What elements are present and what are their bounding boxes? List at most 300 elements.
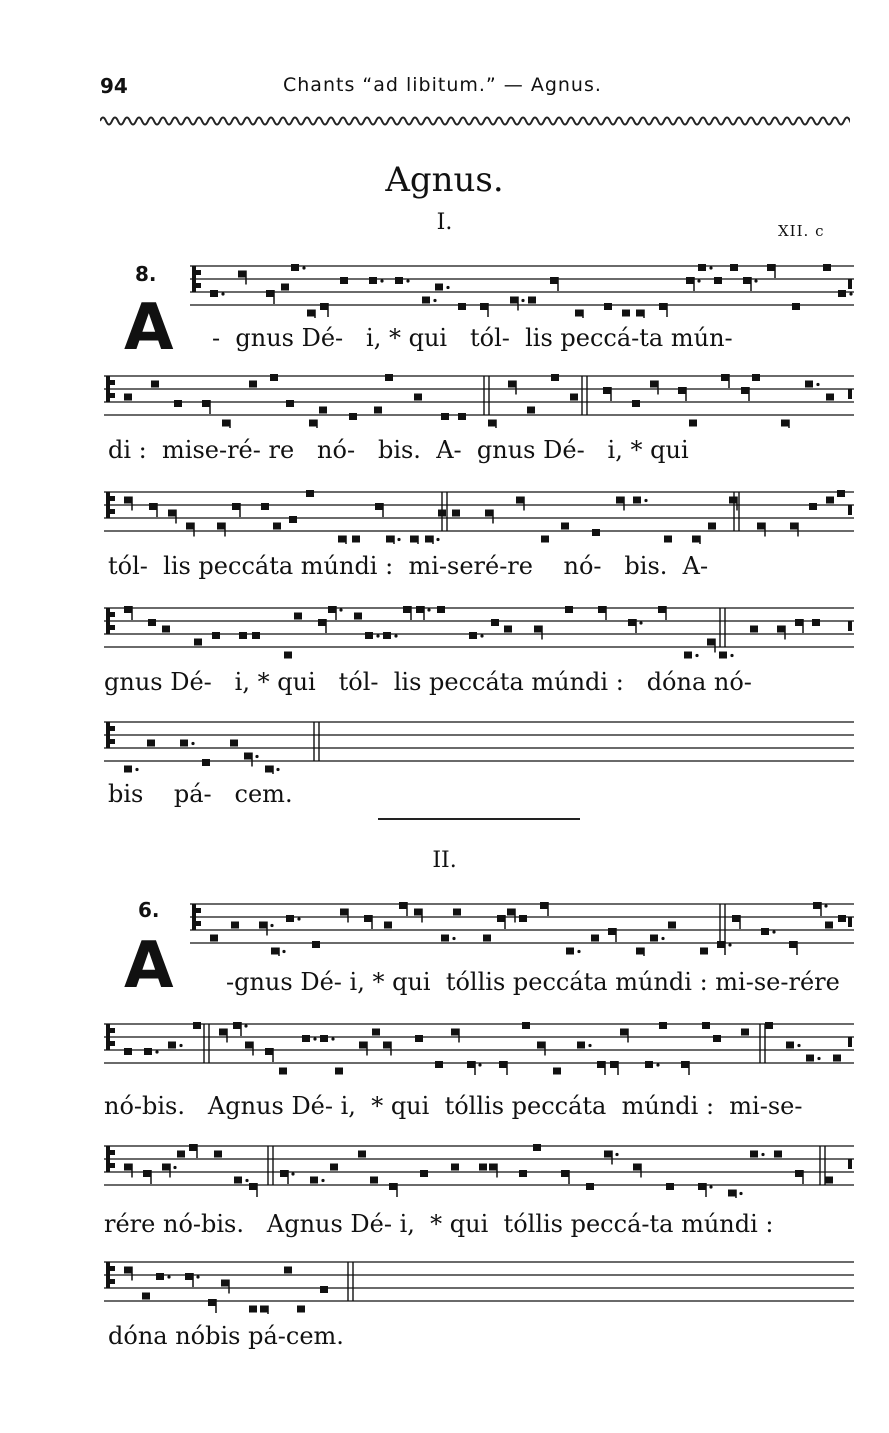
neume	[284, 1267, 292, 1274]
mora-dot	[376, 634, 379, 637]
neume	[306, 490, 314, 497]
neume	[328, 606, 336, 613]
mora-dot	[433, 299, 436, 302]
clef-symbol	[192, 266, 196, 292]
mora-dot	[270, 924, 273, 927]
mora-dot	[179, 1044, 182, 1047]
neume	[686, 277, 694, 284]
lyric-line: dóna nóbis pá-cem.	[108, 1322, 344, 1350]
neume	[483, 935, 491, 942]
neume	[124, 1048, 132, 1055]
neume	[370, 1177, 378, 1184]
neume	[193, 1022, 201, 1029]
neume	[453, 909, 461, 916]
neume	[221, 1280, 229, 1287]
clef-symbol	[110, 1150, 115, 1155]
music-staff	[104, 714, 854, 774]
neume	[553, 1068, 561, 1075]
neume	[335, 1068, 343, 1075]
neume	[533, 1144, 541, 1151]
neume	[416, 606, 424, 613]
neume	[604, 1151, 612, 1158]
mora-dot	[291, 1172, 294, 1175]
neume	[636, 310, 644, 317]
neume	[519, 1170, 527, 1177]
mora-dot	[817, 1057, 820, 1060]
neume	[591, 935, 599, 942]
neume	[650, 381, 658, 388]
mora-dot	[709, 266, 712, 269]
neume	[291, 264, 299, 271]
neume	[713, 1035, 721, 1042]
neume	[721, 374, 729, 381]
neume	[750, 626, 758, 633]
neume	[230, 740, 238, 747]
neume	[384, 922, 392, 929]
neume	[148, 619, 156, 626]
neume	[692, 536, 700, 543]
neume	[479, 1164, 487, 1171]
neume	[414, 394, 422, 401]
neume	[774, 1151, 782, 1158]
piece-numeral: II.	[432, 848, 457, 873]
neume	[386, 536, 394, 543]
neume	[437, 606, 445, 613]
neume	[289, 516, 297, 523]
mora-dot	[276, 768, 279, 771]
neume	[622, 310, 630, 317]
neume	[467, 1061, 475, 1068]
clef-symbol	[110, 496, 115, 501]
neume	[252, 632, 260, 639]
mora-dot	[173, 1166, 176, 1169]
neume	[765, 1022, 773, 1029]
neume	[666, 1183, 674, 1190]
mora-dot	[446, 286, 449, 289]
neume	[678, 387, 686, 394]
neume	[551, 374, 559, 381]
custos	[848, 621, 852, 631]
neume	[177, 1151, 185, 1158]
mora-dot	[656, 1063, 659, 1066]
mora-dot	[816, 383, 819, 386]
neume	[620, 1029, 628, 1036]
mora-dot	[155, 1050, 158, 1053]
mora-dot	[191, 742, 194, 745]
neume	[719, 652, 727, 659]
neume	[271, 948, 279, 955]
neume	[309, 420, 317, 427]
neume	[208, 1299, 216, 1306]
neume	[310, 1177, 318, 1184]
neume	[781, 420, 789, 427]
neume	[732, 915, 740, 922]
music-staff	[104, 1138, 854, 1198]
neume	[389, 1183, 397, 1190]
neume	[124, 1267, 132, 1274]
neume	[239, 632, 247, 639]
clef-symbol	[196, 270, 201, 275]
neume	[728, 1190, 736, 1197]
mora-dot	[615, 1153, 618, 1156]
mode-number: 6.	[138, 898, 160, 922]
neume	[825, 922, 833, 929]
neume	[757, 523, 765, 530]
neume	[826, 394, 834, 401]
clef-symbol	[106, 1262, 110, 1288]
mora-dot	[521, 299, 524, 302]
neume	[826, 497, 834, 504]
mora-dot	[380, 279, 383, 282]
neume	[358, 1151, 366, 1158]
neume	[469, 632, 477, 639]
neume	[458, 413, 466, 420]
neume	[340, 277, 348, 284]
neume	[708, 523, 716, 530]
clef-symbol	[110, 1041, 115, 1046]
mora-dot	[302, 266, 305, 269]
neume	[761, 928, 769, 935]
neume	[541, 536, 549, 543]
neume	[458, 303, 466, 310]
mora-dot	[394, 634, 397, 637]
mora-dot	[644, 499, 647, 502]
neume	[395, 277, 403, 284]
neume	[312, 941, 320, 948]
neume	[480, 303, 488, 310]
music-staff	[104, 484, 854, 544]
neume	[570, 394, 578, 401]
mora-dot	[321, 1179, 324, 1182]
neume	[684, 652, 692, 659]
neume	[231, 922, 239, 929]
neume	[383, 1042, 391, 1049]
neume	[698, 1183, 706, 1190]
mora-dot	[797, 1044, 800, 1047]
mora-dot	[697, 279, 700, 282]
neume	[508, 381, 516, 388]
neume	[374, 407, 382, 414]
mora-dot	[772, 930, 775, 933]
lyric-line: tól- lis peccáta múndi : mi-seré-re nó- bis. A-	[108, 552, 709, 580]
neume	[689, 420, 697, 427]
clef-symbol	[110, 739, 115, 744]
neume	[156, 1273, 164, 1280]
mora-dot	[480, 634, 483, 637]
neume	[202, 400, 210, 407]
neume	[510, 297, 518, 304]
neume	[189, 1144, 197, 1151]
neume	[636, 948, 644, 955]
lyric-line: gnus Dé- i, * qui tól- lis peccáta múndi : dóna nó-	[104, 668, 752, 696]
mora-dot	[478, 1063, 481, 1066]
neume	[540, 902, 548, 909]
neume	[219, 1029, 227, 1036]
clef-symbol	[110, 1266, 115, 1271]
clef-symbol	[110, 380, 115, 385]
running-title: Chants “ad libitum.” — Agnus.	[283, 74, 602, 96]
neume	[185, 1273, 193, 1280]
mora-dot	[728, 943, 731, 946]
neume	[294, 613, 302, 620]
neume	[399, 902, 407, 909]
neume	[352, 536, 360, 543]
neume	[364, 915, 372, 922]
mode-reference: XII. c	[778, 222, 825, 240]
neume	[806, 1055, 814, 1062]
neume	[410, 536, 418, 543]
neume	[162, 626, 170, 633]
neume	[837, 490, 845, 497]
neume	[592, 529, 600, 536]
neume	[805, 381, 813, 388]
neume	[365, 632, 373, 639]
neume	[441, 413, 449, 420]
neume	[777, 626, 785, 633]
neume	[499, 1061, 507, 1068]
neume	[284, 652, 292, 659]
neume	[244, 753, 252, 760]
clef-symbol	[196, 921, 201, 926]
mora-dot	[245, 1179, 248, 1182]
neume	[168, 510, 176, 517]
neume	[385, 374, 393, 381]
mora-dot	[406, 279, 409, 282]
neume	[124, 1164, 132, 1171]
neume	[330, 1164, 338, 1171]
neume	[698, 264, 706, 271]
neume	[741, 1029, 749, 1036]
neume	[823, 264, 831, 271]
music-staff	[104, 1016, 854, 1076]
neume	[124, 766, 132, 773]
mora-dot	[135, 768, 138, 771]
clef-symbol	[110, 509, 115, 514]
custos	[848, 1159, 852, 1169]
neume	[435, 1061, 443, 1068]
neume	[359, 1042, 367, 1049]
neume	[162, 1164, 170, 1171]
neume	[186, 523, 194, 530]
ornament-wave	[100, 118, 850, 125]
neume	[214, 1151, 222, 1158]
neume	[415, 1035, 423, 1042]
clef-symbol	[106, 492, 110, 518]
neume	[741, 387, 749, 394]
neume	[702, 1022, 710, 1029]
neume	[270, 374, 278, 381]
neume	[233, 1022, 241, 1029]
neume	[633, 1164, 641, 1171]
neume	[320, 303, 328, 310]
custos	[848, 389, 852, 399]
neume	[273, 523, 281, 530]
neume	[147, 740, 155, 747]
neume	[194, 639, 202, 646]
neume	[717, 941, 725, 948]
neume	[425, 536, 433, 543]
neume	[151, 381, 159, 388]
neume	[286, 915, 294, 922]
lyric-line: di : mise-ré- re nó- bis. A- gnus Dé- i, * qui	[108, 436, 689, 464]
neume	[124, 606, 132, 613]
neume	[561, 523, 569, 530]
mora-dot	[452, 937, 455, 940]
neume	[261, 503, 269, 510]
mora-dot	[639, 621, 642, 624]
neume	[286, 400, 294, 407]
neume	[790, 523, 798, 530]
neume	[414, 909, 422, 916]
neume	[281, 284, 289, 291]
neume	[809, 503, 817, 510]
neume	[451, 1029, 459, 1036]
neume	[566, 948, 574, 955]
piece-numeral: I.	[436, 210, 453, 235]
neume	[813, 902, 821, 909]
neume	[714, 277, 722, 284]
custos	[848, 1037, 852, 1047]
neume	[528, 297, 536, 304]
mora-dot	[709, 1185, 712, 1188]
custos	[848, 279, 852, 289]
neume	[222, 420, 230, 427]
neume	[497, 915, 505, 922]
neume	[628, 619, 636, 626]
section-title: Agnus.	[385, 160, 504, 200]
neume	[245, 1042, 253, 1049]
mora-dot	[739, 1192, 742, 1195]
neume	[681, 1061, 689, 1068]
initial-letter: A	[124, 291, 174, 365]
neume	[307, 310, 315, 317]
neume	[420, 1170, 428, 1177]
neume	[168, 1042, 176, 1049]
neume	[234, 1177, 242, 1184]
neume	[318, 619, 326, 626]
mora-dot	[196, 1275, 199, 1278]
neume	[249, 1183, 257, 1190]
neume	[180, 740, 188, 747]
neume	[825, 1177, 833, 1184]
neume	[340, 909, 348, 916]
neume	[280, 1170, 288, 1177]
neume	[598, 606, 606, 613]
neume	[838, 915, 846, 922]
clef-symbol	[110, 1028, 115, 1033]
neume	[279, 1068, 287, 1075]
clef-symbol	[106, 376, 110, 402]
mora-dot	[297, 917, 300, 920]
neume	[632, 400, 640, 407]
mora-dot	[221, 292, 224, 295]
neume	[302, 1035, 310, 1042]
neume	[338, 536, 346, 543]
neume	[259, 922, 267, 929]
neume	[577, 1042, 585, 1049]
neume	[349, 413, 357, 420]
neume	[124, 394, 132, 401]
mora-dot	[661, 937, 664, 940]
clef-symbol	[196, 283, 201, 288]
neume	[319, 407, 327, 414]
clef-symbol	[110, 393, 115, 398]
neume	[142, 1293, 150, 1300]
lyric-line: -gnus Dé- i, * qui tóllis peccáta múndi : mi-se-rére	[226, 968, 840, 996]
mora-dot	[167, 1275, 170, 1278]
neume	[249, 381, 257, 388]
lyric-line: bis pá- cem.	[108, 780, 293, 808]
neume	[441, 935, 449, 942]
neume	[527, 407, 535, 414]
neume	[144, 1048, 152, 1055]
initial-letter: A	[124, 929, 174, 1003]
clef-symbol	[192, 904, 196, 930]
neume	[565, 606, 573, 613]
neume	[403, 606, 411, 613]
neume	[659, 1022, 667, 1029]
neume	[212, 632, 220, 639]
neume	[752, 374, 760, 381]
neume	[786, 1042, 794, 1049]
neume	[210, 935, 218, 942]
clef-symbol	[110, 726, 115, 731]
mora-dot	[849, 292, 852, 295]
neume	[750, 1151, 758, 1158]
neume	[320, 1035, 328, 1042]
clef-symbol	[110, 625, 115, 630]
clef-symbol	[106, 1024, 110, 1050]
lyric-line: - gnus Dé- i, * qui tól- lis peccá-ta mún-	[212, 324, 733, 352]
neume	[743, 277, 751, 284]
neume	[435, 284, 443, 291]
neume	[202, 759, 210, 766]
neume	[700, 948, 708, 955]
neume	[174, 400, 182, 407]
neume	[616, 497, 624, 504]
mora-dot	[761, 1153, 764, 1156]
neume	[452, 510, 460, 517]
mora-dot	[436, 538, 439, 541]
neume	[232, 503, 240, 510]
neume	[489, 1164, 497, 1171]
neume	[668, 922, 676, 929]
neume	[369, 277, 377, 284]
neume	[504, 626, 512, 633]
neume	[260, 1306, 268, 1313]
neume	[608, 928, 616, 935]
neume	[550, 277, 558, 284]
neume	[485, 510, 493, 517]
neume	[149, 503, 157, 510]
ornamental-rule	[100, 114, 850, 128]
custos	[848, 505, 852, 515]
neume	[265, 766, 273, 773]
mora-dot	[282, 950, 285, 953]
neume	[645, 1061, 653, 1068]
mora-dot	[695, 654, 698, 657]
neume	[320, 1286, 328, 1293]
neume	[522, 1022, 530, 1029]
neume	[603, 387, 611, 394]
neume	[266, 290, 274, 297]
neume	[730, 264, 738, 271]
neume	[664, 536, 672, 543]
neume	[586, 1183, 594, 1190]
clef-symbol	[106, 1146, 110, 1172]
neume	[265, 1048, 273, 1055]
page-number: 94	[100, 74, 128, 98]
